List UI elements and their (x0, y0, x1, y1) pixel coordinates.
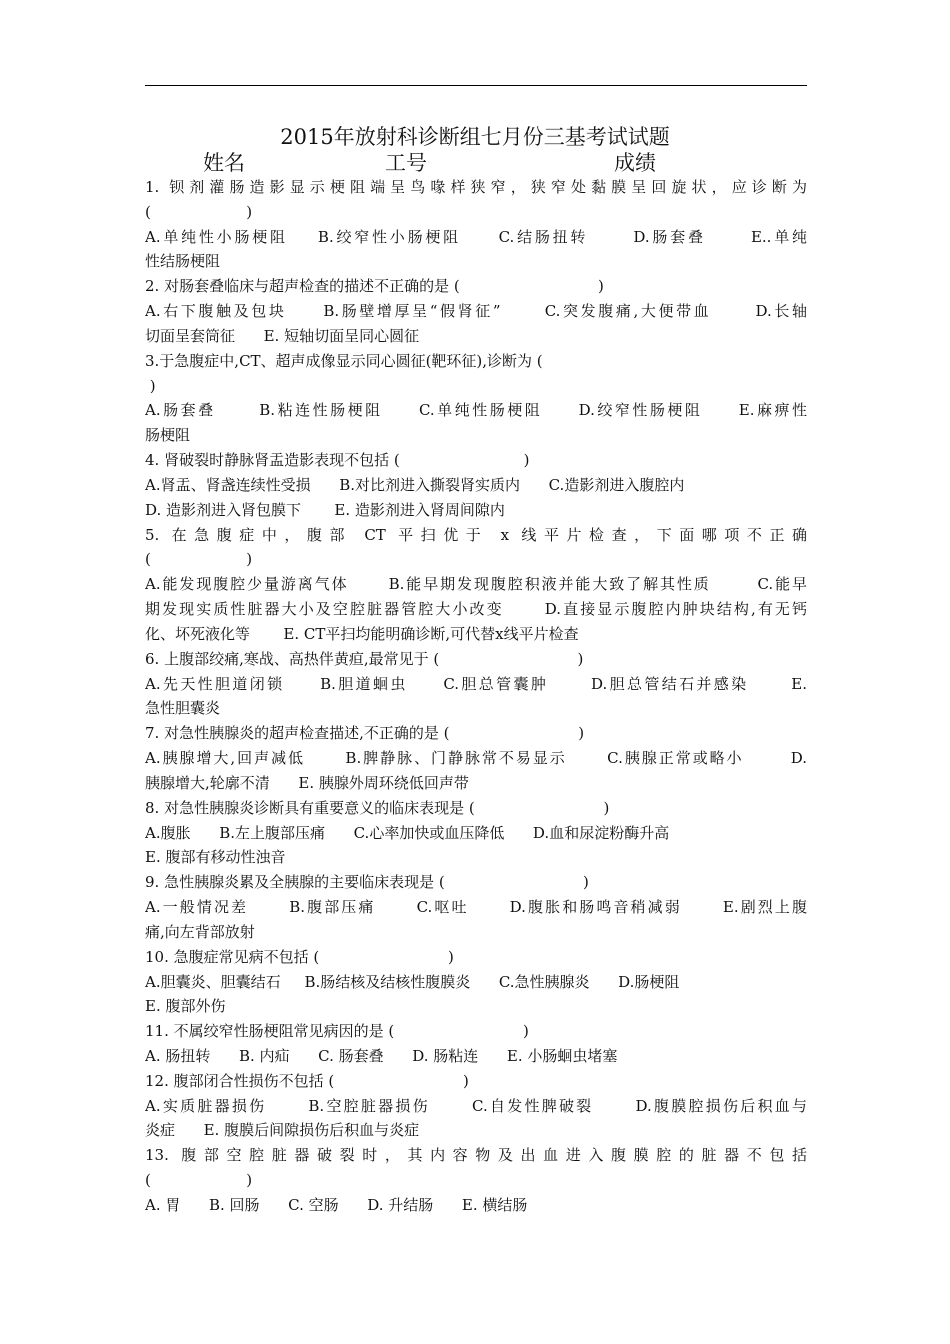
text-line: E. 腹部有移动性浊音 (145, 848, 286, 867)
candidate-fields (0, 150, 950, 176)
text-line: 11. 不属绞窄性肠梗阻常见病因的是 ( ) (145, 1022, 529, 1041)
text-line: 炎症 E. 腹膜后间隙损伤后积血与炎症 (145, 1121, 420, 1140)
text-line: A.肠套叠 B.粘连性肠梗阻 C.单纯性肠梗阻 D.绞窄性肠梗阻 E.麻痹性 (145, 401, 807, 420)
text-line: 急性胆囊炎 (145, 699, 221, 718)
text-line: 痛,向左背部放射 (145, 922, 255, 941)
text-line: ) (145, 376, 156, 395)
text-line: A.胰腺增大,回声减低 B.脾静脉、门静脉常不易显示 C.胰腺正常或略小 D. (145, 749, 807, 768)
text-line: 2. 对肠套叠临床与超声检查的描述不正确的是 ( ) (145, 277, 604, 296)
text-line: A.右下腹触及包块 B.肠壁增厚呈“假肾征” C.突发腹痛,大便带血 D.长轴 (145, 302, 807, 321)
text-line: 5. 在急腹症中，腹部 CT 平扫优于 x 线平片检查，下面哪项不正确 (145, 525, 807, 544)
text-line: A.肾盂、肾盏连续性受损 B.对比剂进入撕裂肾实质内 C.造影剂进入腹腔内 (145, 475, 685, 494)
text-line: A.腹胀 B.左上腹部压痛 C.心率加快或血压降低 D.血和尿淀粉酶升高 (145, 823, 670, 842)
text-line: A.实质脏器损伤 B.空腔脏器损伤 C.自发性脾破裂 D.腹膜腔损伤后积血与 (145, 1096, 807, 1115)
text-line: 胰腺增大,轮廓不清 E. 胰腺外周环绕低回声带 (145, 773, 469, 792)
text-line: ( ) (145, 550, 253, 569)
text-line: ( ) (145, 1171, 253, 1190)
text-line: 期发现实质性脏器大小及空腔脏器管腔大小改变 D.直接显示腹腔内肿块结构,有无钙 (145, 600, 807, 619)
text-line: 13. 腹部空腔脏器破裂时，其内容物及出血进入腹膜腔的脏器不包括 (145, 1146, 807, 1165)
text-line: A.一般情况差 B.腹部压痛 C.呕吐 D.腹胀和肠鸣音稍减弱 E.剧烈上腹 (145, 898, 807, 917)
text-line: 肠梗阻 (145, 426, 191, 445)
question-list (145, 175, 807, 1218)
text-line: D. 造影剂进入肾包膜下 E. 造影剂进入肾周间隙内 (145, 500, 505, 519)
text-line: 12. 腹部闭合性损伤不包括 ( ) (145, 1071, 469, 1090)
exam-title: 2015年放射科诊断组七月份三基考试试题 (280, 125, 670, 149)
text-line: A.能发现腹腔少量游离气体 B.能早期发现腹腔积液并能大致了解其性质 C.能早 (145, 575, 807, 594)
text-line: 6. 上腹部绞痛,寒战、高热伴黄疸,最常见于 ( ) (145, 649, 584, 668)
text-line: 1. 钡剂灌肠造影显示梗阻端呈鸟喙样狭窄，狭窄处黏膜呈回旋状，应诊断为 (145, 178, 807, 196)
text-line: A.胆囊炎、胆囊结石 B.肠结核及结核性腹膜炎 C.急性胰腺炎 D.肠梗阻 (145, 972, 680, 991)
text-line: A.单纯性小肠梗阻 B.绞窄性小肠梗阻 C.结肠扭转 D.肠套叠 E..单纯 (145, 227, 807, 246)
text-line: ( ) (145, 202, 253, 221)
text-line: A. 胃 B. 回肠 C. 空肠 D. 升结肠 E. 横结肠 (145, 1195, 528, 1214)
text-line: 3.于急腹症中,CT、超声成像显示同心圆征(靶环征),诊断为 ( (145, 351, 543, 370)
text-line: 7. 对急性胰腺炎的超声检查描述,不正确的是 ( ) (145, 724, 585, 743)
name-label: 姓名 (203, 151, 245, 175)
text-line: A. 肠扭转 B. 内疝 C. 肠套叠 D. 肠粘连 E. 小肠蛔虫堵塞 (145, 1046, 618, 1065)
text-line: 8. 对急性胰腺炎诊断具有重要意义的临床表现是 ( ) (145, 798, 610, 817)
score-label: 成绩 (614, 151, 656, 175)
header-rule (145, 85, 807, 86)
text-line: A.先天性胆道闭锁 B.胆道蛔虫 C.胆总管囊肿 D.胆总管结石并感染 E. (145, 674, 807, 693)
text-line: E. 腹部外伤 (145, 997, 226, 1016)
text-line: 10. 急腹症常见病不包括 ( ) (145, 947, 454, 966)
employee-id-label: 工号 (385, 151, 427, 175)
text-line: 切面呈套筒征 E. 短轴切面呈同心圆征 (145, 326, 420, 345)
text-line: 9. 急性胰腺炎累及全胰腺的主要临床表现是 ( ) (145, 873, 589, 892)
text-line: 化、坏死液化等 E. CT平扫均能明确诊断,可代替x线平片检查 (145, 624, 579, 643)
text-line: 性结肠梗阻 (145, 252, 221, 271)
text-line: 4. 肾破裂时静脉肾盂造影表现不包括 ( ) (145, 451, 530, 470)
